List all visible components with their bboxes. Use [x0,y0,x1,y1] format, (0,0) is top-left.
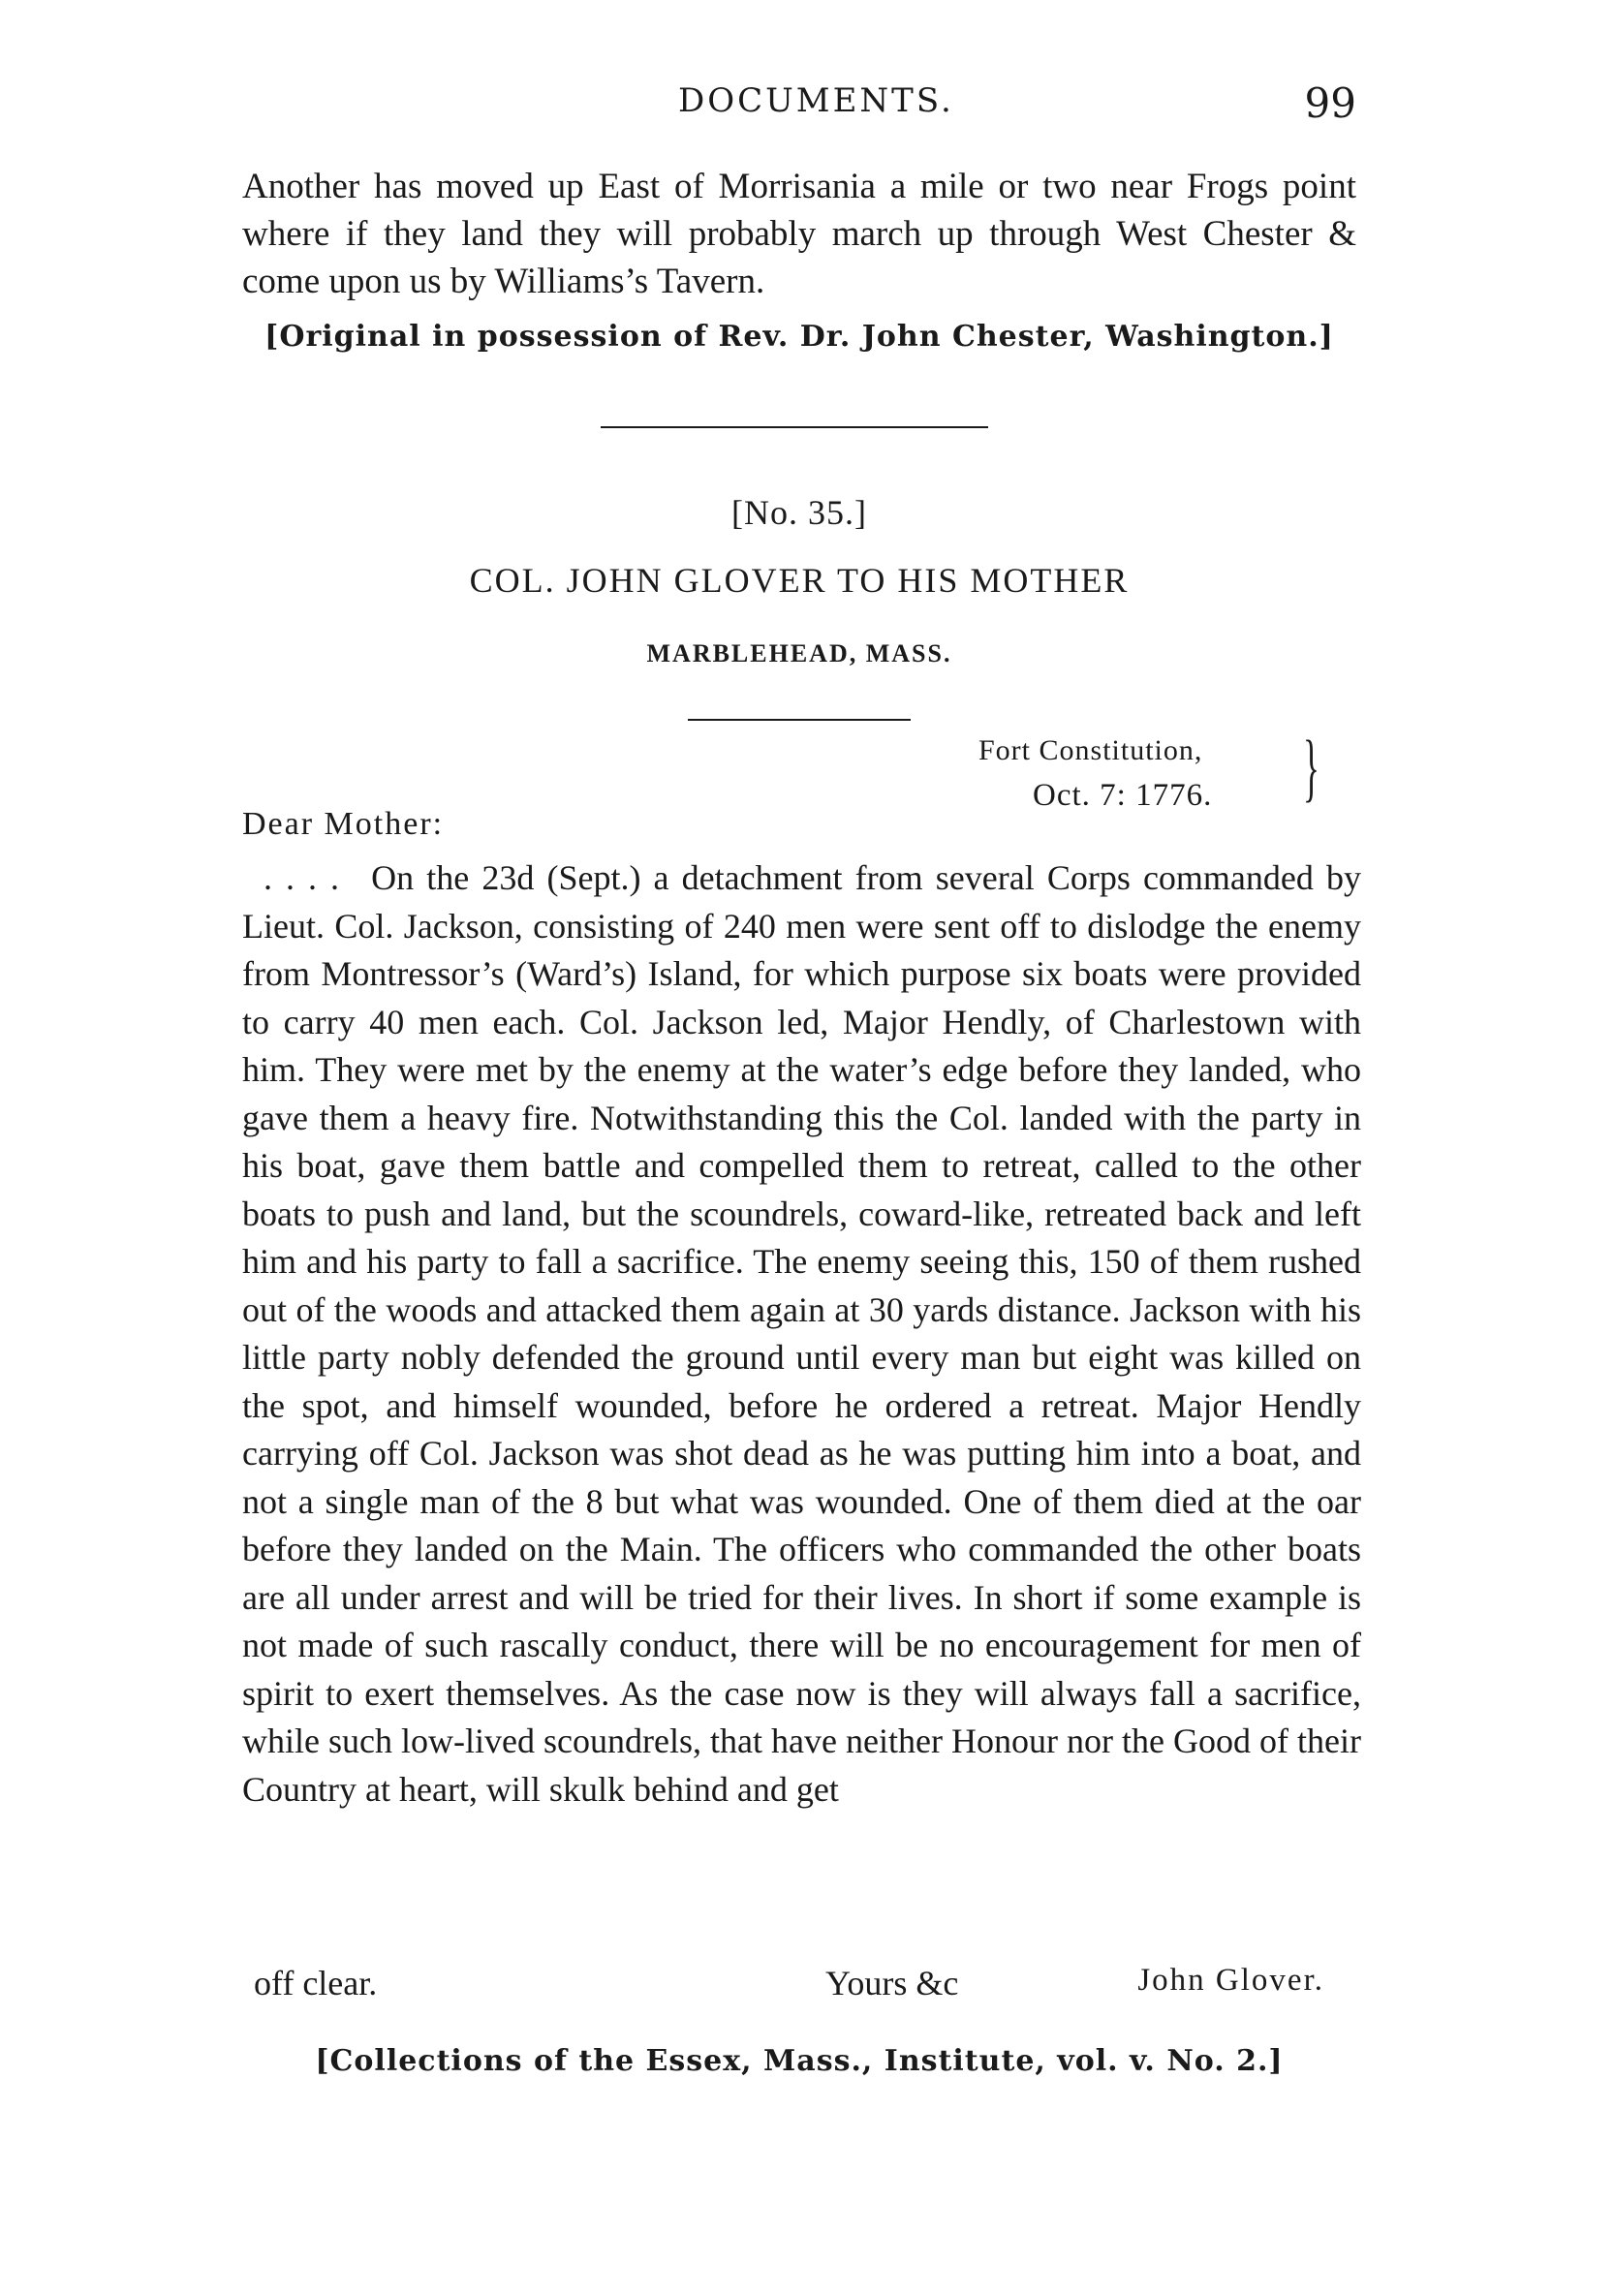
dateline-date: Oct. 7: 1776. [1033,778,1213,813]
dateline-brace: } [1303,725,1319,809]
closing-text: off clear. [254,1964,378,2002]
running-title: DOCUMENTS. [678,81,954,120]
title-rule [688,719,911,721]
letter-place: MARBLEHEAD, MASS. [646,639,952,667]
running-head [242,81,1356,130]
letter-body [242,854,1361,1814]
letter-title: COL. JOHN GLOVER TO HIS MOTHER [469,561,1130,600]
page-number: 99 [1304,79,1356,127]
previous-letter-paragraph [242,163,1356,305]
salutation: Dear Mother: [242,806,445,842]
section-divider-rule [601,426,988,428]
complimentary-close: Yours &c [825,1964,959,2002]
letter-source-note: [Collections of the Essex, Mass., Institute, vol. v. No. 2.] [315,2044,1284,2078]
ellipsis: .... [264,858,353,897]
letter-paragraph [242,854,1361,1814]
letter-closing [254,1963,1324,2011]
previous-letter-source-note: [Original in possession of Rev. Dr. John Chester, Washington.] [264,320,1334,354]
document-number: [No. 35.] [731,493,867,532]
dateline-place: Fort Constitution, [978,734,1203,766]
letter-body-text: On the 23d (Sept.) a detachment from several Corps commanded by Lieut. Col. Jackson, consisting of 240 men were sent off to dislodge the enemy from Montressor’s (Ward’s) Island, for which purpose six boats were provided to carry 40 men each. Col. Jackson led, Major Hendly, of Charlestown with him. They were met by the enemy at the water’s edge before they landed, who gave them a heavy fire. Notwithstanding this the Col. landed with the party in his boat, gave them battle and compelled them to retreat, called to the other boats to push and land, but the scoundrels, coward-like, retreated back and left him and his party to fall a sacrifice. The enemy seeing this, 150 of them rushed out of the woods and attacked them again at 30 yards distance. Jackson with his little party nobly defended the ground until every man but eight was killed on the spot, and himself wounded, before he ordered a retreat. Major Hendly carrying off Col. Jackson was shot dead as he was putting him into a boat, and not a single man of the 8 but what was wounded. One of them died at the oar before they landed on the Main. The officers who commanded the other boats are all under arrest and will be tried for their lives. In short if some example is not made of such rascally conduct, there will be no encouragement for men of spirit to exert themselves. As the case now is they will always fall a sacrifice, while such low-lived scoundrels, that have neither Honour nor the Good of their Country at heart, will skulk behind and get [242,858,1362,1809]
previous-letter-text: Another has moved up East of Morrisania a mile or two near Frogs point where if they land they will probably march up through West Chester & come upon us by Williams’s Tavern. [242,167,1356,301]
signature: John Glover. [1137,1963,1324,1998]
dateline [978,729,1308,818]
